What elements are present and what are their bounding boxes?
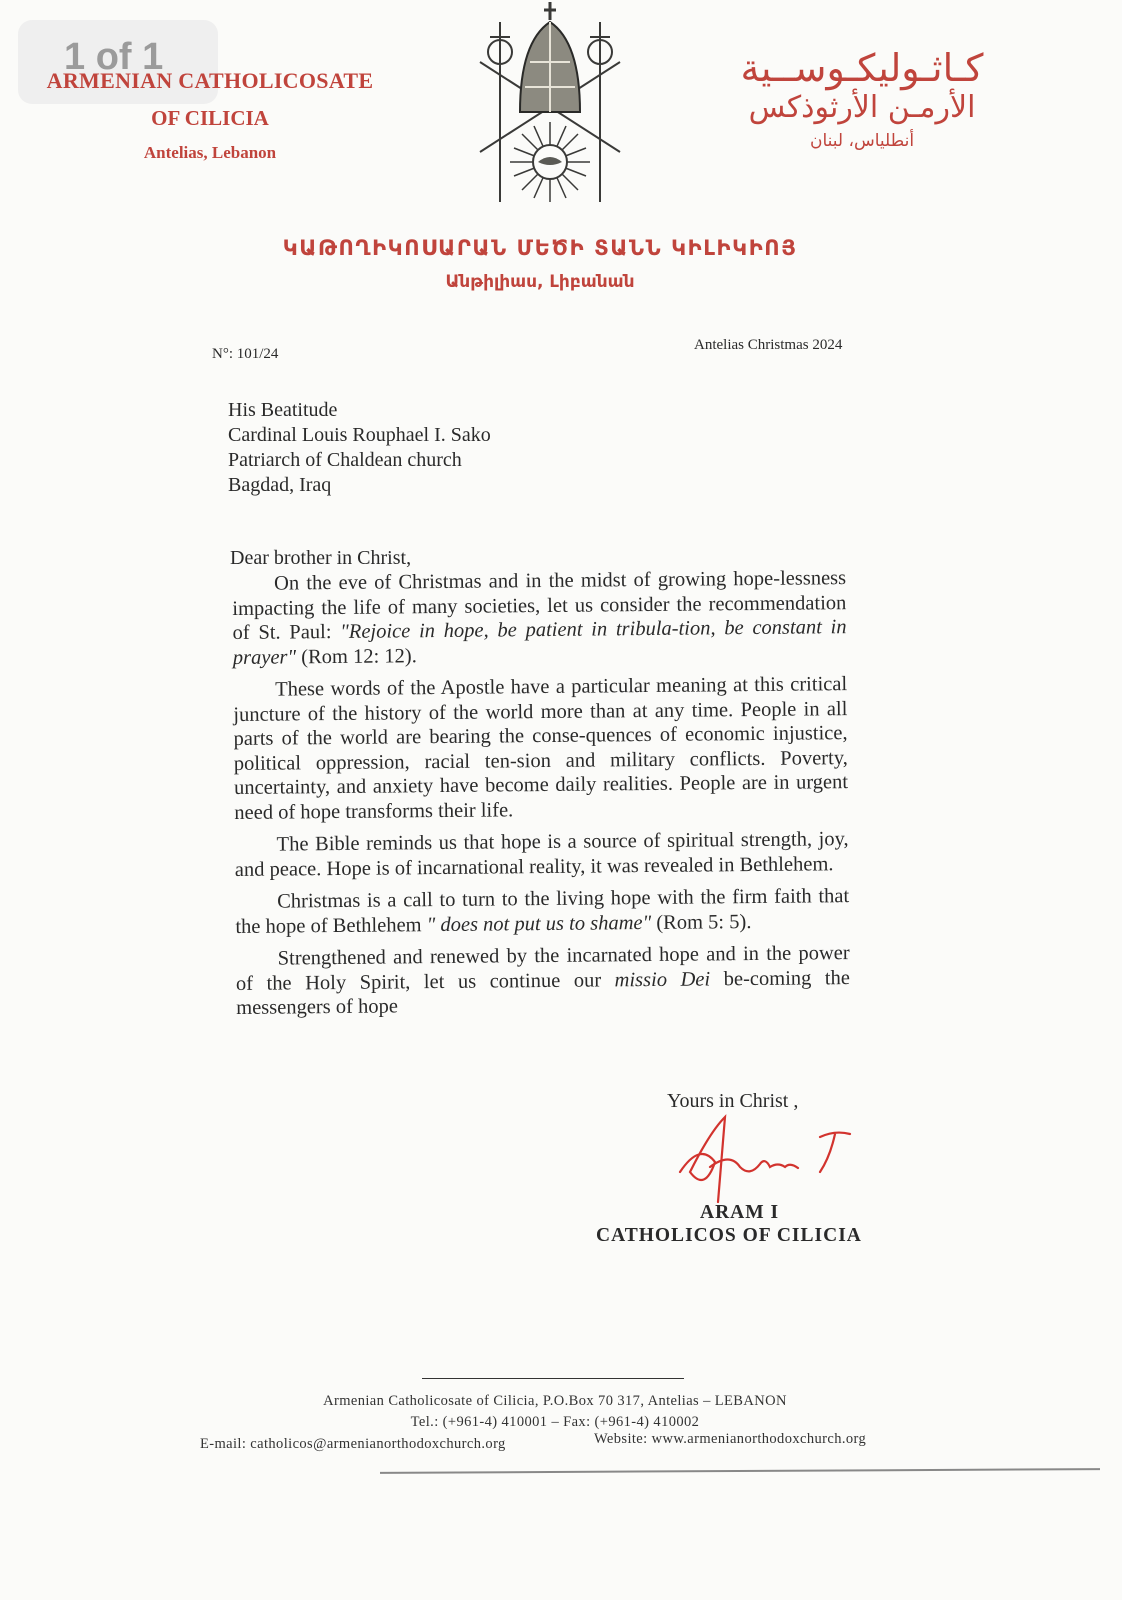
recipient-line: His Beatitude <box>228 399 338 421</box>
letterhead-arabic <box>702 46 1022 151</box>
signatory-title: CATHOLICOS OF CILICIA <box>596 1225 862 1246</box>
letterhead-armenian-line2: Անթիլիաս, Լիբանան <box>445 272 635 292</box>
paragraph-5-text-end: be-coming the messengers of hope <box>236 966 851 1019</box>
footer-email: E-mail: catholicos@armenianorthodoxchurch.org <box>200 1436 506 1452</box>
paragraph-3: The Bible reminds us that hope is a source of spiritual strength, joy, and peace. Hope is of incarnational reality, it was revealed in Bethlehem. <box>234 828 849 881</box>
letterhead-arabic-line1: كـاثـوليكـوســية <box>740 46 984 90</box>
footer-website: Website: www.armenianorthodoxchurch.org <box>594 1431 867 1447</box>
letterhead-armenian-line1: ԿԱԹՈՂԻԿՈՍԱՐԱՆ ՄԵԾԻ ՏԱՆՆ ԿԻԼԻԿԻՈՅ <box>282 236 798 260</box>
paragraph-2: These words of the Apostle have a particular meaning at this critical juncture of the history of the world more than at any time. People in all parts of the world are bearing the conse-quences of economic injustice, political oppression, racial ten-sion and military conflicts. Poverty, uncertainty, and anxiety have become daily realities. People are in urgent need of hope transforms their life. <box>233 673 849 824</box>
paragraph-4-text: Christmas is a call to turn to the living hope with the firm faith that the hope of Bethlehem <box>235 885 850 938</box>
scripture-reference: (Rom 12: 12). <box>295 644 417 668</box>
letterhead-arabic-line3: أنطلياس، لبنان <box>809 131 915 151</box>
footer-divider <box>422 1378 684 1379</box>
letterhead-english-line2: OF CILICIA <box>151 106 269 130</box>
recipient-line: Patriarch of Chaldean church <box>228 449 462 471</box>
paragraph-1 <box>232 566 847 670</box>
page-bottom-line <box>380 1468 1100 1474</box>
paragraph-5-text: Strengthened and renewed by the incarnated hope and in the power of the Holy Spirit, let us continue our <box>235 942 850 995</box>
paragraph-5 <box>236 941 851 1020</box>
letterhead-arabic-line2: الأرمـن الأرثوذكس <box>748 90 976 125</box>
scripture-reference: (Rom 5: 5). <box>651 910 752 934</box>
paragraph-4 <box>235 884 849 939</box>
closing: Yours in Christ , <box>667 1090 799 1112</box>
scripture-quote: " does not put us to shame" <box>426 911 652 936</box>
catholicosate-crest-icon <box>460 2 640 217</box>
letterhead-english-line1: ARMENIAN CATHOLICOSATE <box>46 68 374 93</box>
salutation: Dear brother in Christ, <box>230 547 412 569</box>
paragraph-1-text: On the eve of Christmas and in the midst of growing hope-lessness impacting the life of many societies, let us consider the recommendation of St. Paul: <box>232 567 847 644</box>
footer-phone-fax: Tel.: (+961-4) 410001 – Fax: (+961-4) 410002 <box>410 1414 700 1430</box>
italic-phrase: missio Dei <box>614 967 711 991</box>
signatory-name: ARAM I <box>700 1202 780 1223</box>
recipient-line: Bagdad, Iraq <box>228 474 332 496</box>
scripture-quote: "Rejoice in hope, be patient in tribula-tion, be constant in prayer" <box>232 616 847 669</box>
letter-date: Antelias Christmas 2024 <box>694 337 843 353</box>
letterhead-english <box>0 68 420 163</box>
signature-icon <box>670 1112 870 1212</box>
letter-body <box>232 566 850 1028</box>
recipient-block <box>228 398 491 498</box>
reference-number: N°: 101/24 <box>212 346 279 362</box>
recipient-line: Cardinal Louis Rouphael I. Sako <box>228 424 491 446</box>
page-indicator-text: 1 of 1 <box>64 36 164 78</box>
footer-address: Armenian Catholicosate of Cilicia, P.O.Box 70 317, Antelias – LEBANON <box>323 1393 787 1409</box>
letterhead-english-line3: Antelias, Lebanon <box>143 143 277 162</box>
